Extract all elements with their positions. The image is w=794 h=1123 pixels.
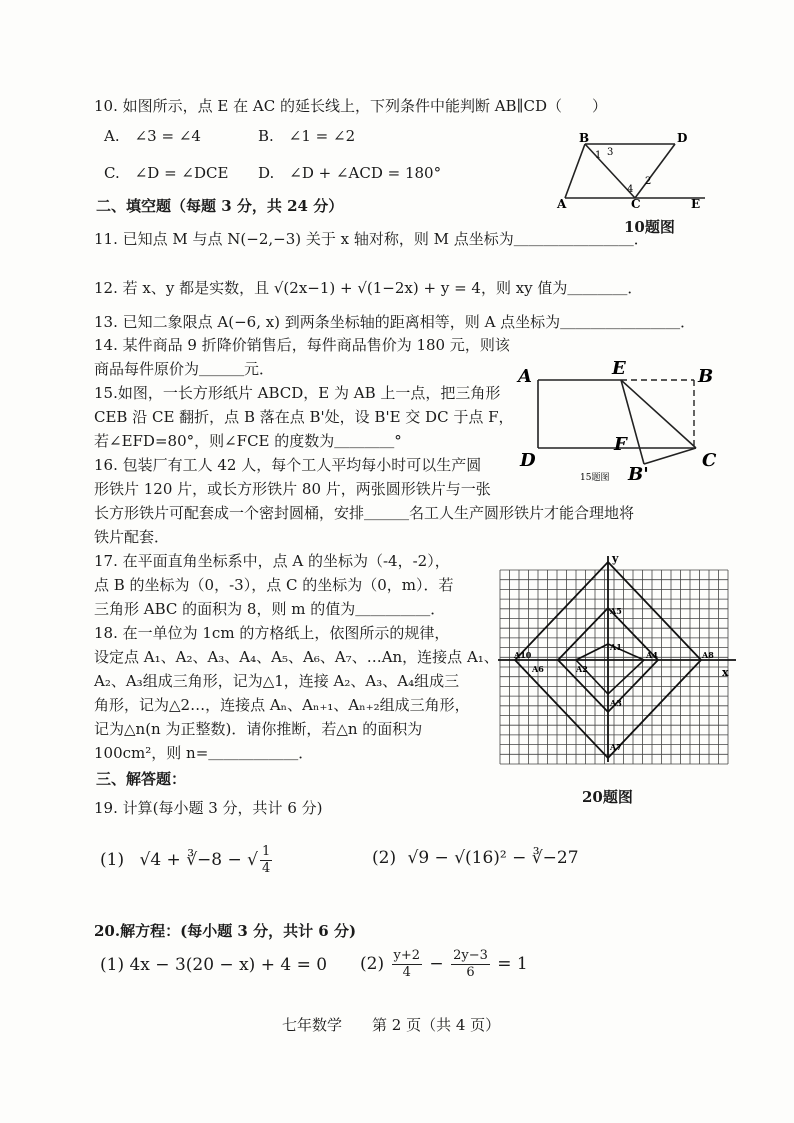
q10-option-a: A. ∠3 = ∠4: [104, 127, 201, 145]
q15-fig-label-bprime: B': [628, 464, 649, 485]
q20-part-2: [360, 948, 528, 981]
section-2-heading: 二、填空题（每题 3 分，共 24 分）: [96, 197, 344, 215]
q10-fig-label-b: B: [579, 131, 590, 145]
grid-label-a6: A6: [532, 664, 544, 674]
q18-line-2: 设定点 A₁、A₂、A₃、A₄、A₅、A₆、A₇、…An，连接点 A₁、: [94, 648, 499, 666]
q19-part-2-expression: √9 − √(16)² − ∛−27: [407, 848, 579, 868]
q11: 11. 已知点 M 与点 N(−2,−3) 关于 x 轴对称，则 M 点坐标为＿＿＿＿＿＿＿＿．: [94, 230, 649, 248]
q15-figure: [516, 356, 726, 486]
page-footer: 七年数学 第 2 页（共 4 页）: [282, 1016, 501, 1034]
q19-part-2: [372, 848, 579, 868]
q19-part-1-label: (1): [100, 850, 125, 870]
q17-line-2: 点 B 的坐标为（0，-3），点 C 的坐标为（0，m）．若: [94, 576, 454, 594]
q20-part-2-rhs: = 1: [497, 954, 528, 974]
q10-fig-angle-1: 1: [595, 150, 602, 161]
q19-part-2-label: (2): [372, 848, 397, 868]
q19-heading: 19. 计算(每小题 3 分，共计 6 分): [94, 799, 323, 817]
q16-line-1: 16. 包装厂有工人 42 人，每个工人平均每小时可以生产圆: [94, 456, 482, 474]
q10-option-b: B. ∠1 = ∠2: [258, 127, 356, 145]
q18-line-4: 角形，记为△2…，连接点 Aₙ、Aₙ₊₁、Aₙ₊₂组成三角形，: [94, 696, 470, 714]
grid-label-x: x: [722, 666, 729, 679]
q10-stem: 10. 如图所示，点 E 在 AC 的延长线上，下列条件中能判断 AB∥CD（ ）: [94, 97, 608, 115]
q15-line-2: CEB 沿 CE 翻折，点 B 落在点 B'处，设 B'E 交 DC 于点 F，: [94, 408, 514, 426]
q12: 12. 若 x、y 都是实数，且 √(2x−1) + √(1−2x) + y = 4，则 xy 值为＿＿＿＿．: [94, 279, 643, 297]
q10-fig-label-c: C: [631, 197, 641, 210]
q18-line-5: 记为△n(n 为正整数)．请你推断，若△n 的面积为: [94, 720, 423, 738]
q15-fig-caption: 15题图: [580, 473, 610, 483]
grid-label-a4: A4: [646, 650, 658, 660]
q14-line-1: 14. 某件商品 9 折降价销售后，每件商品售价为 180 元，则该: [94, 336, 510, 354]
q10-option-d: D. ∠D + ∠ACD = 180°: [258, 164, 442, 182]
q10-option-c: C. ∠D = ∠DCE: [104, 164, 229, 182]
q20-part-2-minus: −: [429, 954, 444, 974]
q15-fig-label-a: A: [518, 366, 532, 387]
q15-line-3: 若∠EFD=80°，则∠FCE 的度数为＿＿＿＿°: [94, 432, 402, 450]
q15-fig-label-c: C: [702, 450, 717, 471]
q10-fig-angle-4: 4: [627, 184, 634, 195]
q18-grid-figure: [496, 552, 740, 770]
q19-part-1: [100, 844, 274, 877]
q10-figure: [555, 128, 715, 210]
q20-part-2-label: (2): [360, 954, 385, 974]
q13: 13. 已知二象限点 A(−6, x) 到两条坐标轴的距离相等，则 A 点坐标为＿＿＿＿＿＿＿＿．: [94, 313, 696, 331]
grid-label-a3: A3: [610, 698, 622, 708]
q10-fig-angle-2: 2: [645, 176, 652, 187]
q17-line-1: 17. 在平面直角坐标系中，点 A 的坐标为（-4，-2），: [94, 552, 450, 570]
q18-line-1: 18. 在一单位为 1cm 的方格纸上，依图所示的规律，: [94, 624, 450, 642]
q19-part-1-denominator: 4: [261, 861, 271, 876]
q20-part-1: (1) 4x − 3(20 − x) + 4 = 0: [100, 955, 328, 975]
q20-part-2-f2-denominator: 6: [466, 965, 475, 980]
q19-part-1-numerator: 1: [261, 844, 271, 859]
q20-part-2-f2-numerator: 2y−3: [453, 948, 488, 963]
q15-fig-label-e: E: [612, 358, 626, 379]
q10-fig-label-e: E: [691, 197, 701, 210]
grid-label-a8: A8: [702, 650, 714, 660]
q20-heading: 20.解方程：(每小题 3 分，共计 6 分): [94, 922, 357, 940]
grid-label-a7: A7: [610, 742, 622, 752]
q20-part-2-fraction-1: [392, 948, 423, 981]
q10-fig-angle-3: 3: [607, 147, 614, 158]
q14-line-2: 商品每件原价为＿＿＿元．: [94, 360, 275, 378]
grid-label-y: y: [612, 552, 619, 565]
q16-line-4: 铁片配套．: [94, 528, 170, 546]
q20-part-2-f1-numerator: y+2: [393, 948, 421, 963]
q20-part-2-fraction-2: [451, 948, 490, 981]
section-3-heading: 三、解答题：: [96, 770, 187, 788]
q15-fig-label-d: D: [520, 450, 536, 471]
q18-line-6: 100cm²，则 n=＿＿＿＿＿＿．: [94, 744, 314, 762]
q10-figure-caption: 10题图: [624, 218, 675, 236]
q15-fig-label-b: B: [698, 366, 714, 387]
q19-part-1-fraction: [260, 844, 272, 877]
q20-part-2-f1-denominator: 4: [402, 965, 411, 980]
grid-label-a10: A10: [514, 650, 532, 660]
grid-figure-caption: 20题图: [582, 788, 633, 806]
q17-line-3: 三角形 ABC 的面积为 8，则 m 的值为＿＿＿＿＿．: [94, 600, 446, 618]
q10-fig-label-a: A: [557, 197, 567, 210]
q16-line-2: 形铁片 120 片，或长方形铁片 80 片，两张圆形铁片与一张: [94, 480, 491, 498]
q15-line-1: 15.如图，一长方形纸片 ABCD，E 为 AB 上一点，把三角形: [94, 384, 501, 402]
q19-part-1-expression: √4 + ∛−8 − √: [139, 850, 258, 870]
grid-label-a1: A1: [610, 642, 622, 652]
q16-line-3: 长方形铁片可配套成一个密封圆桶，安排＿＿＿名工人生产圆形铁片才能合理地将: [94, 504, 635, 522]
grid-label-a2: A2: [576, 664, 588, 674]
grid-label-a5: A5: [610, 606, 622, 616]
q15-fig-label-f: F: [614, 434, 627, 455]
q10-fig-label-d: D: [677, 131, 688, 145]
q18-line-3: A₂、A₃组成三角形，记为△1，连接 A₂、A₃、A₄组成三: [94, 672, 460, 690]
